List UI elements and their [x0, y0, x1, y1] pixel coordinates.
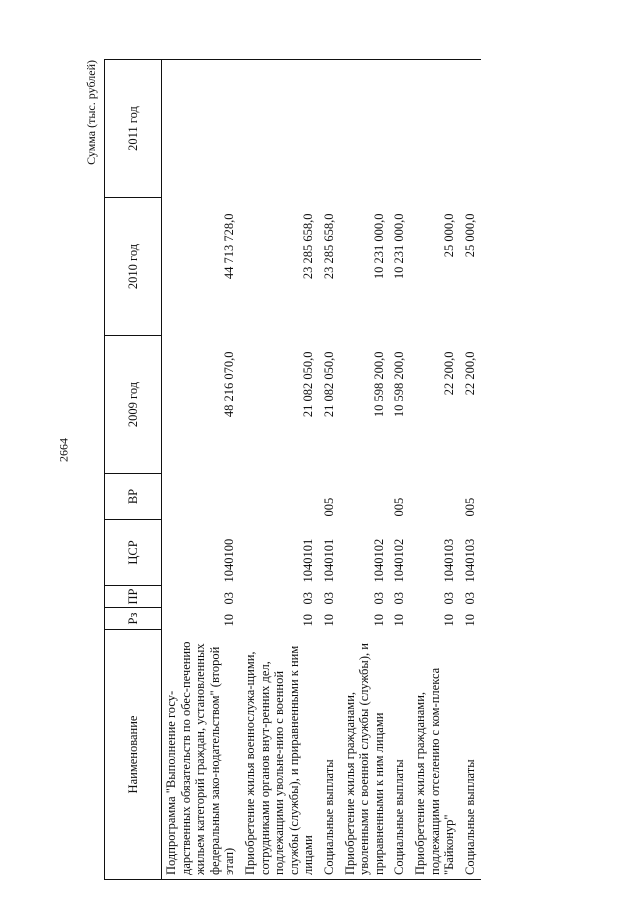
row-2011	[390, 60, 411, 198]
row-pr: 03	[371, 592, 386, 605]
table-row	[390, 60, 411, 880]
row-2011	[341, 60, 391, 198]
header-row	[105, 60, 162, 880]
units-label: Сумма (тыс. рублей)	[84, 60, 98, 165]
row-vr	[162, 474, 241, 520]
row-csr: 1040100	[222, 538, 237, 583]
header-pr: ПР	[105, 586, 162, 608]
row-2010: 23 285 658,0	[321, 213, 336, 280]
header-csr: ЦСР	[105, 520, 162, 586]
row-name: Подпрограмма "Выполнение госу-дарственных обязательств по обес-печению жильем категорий граждан, установленных федеральным зако-нодательством" (второй этап)	[162, 630, 241, 880]
row-name: Приобретение жилья гражданами, уволенными с военной службы (службы), и приравненными к ним лицами	[341, 630, 391, 880]
header-2009: 2009 год	[105, 336, 162, 474]
budget-table	[104, 59, 481, 880]
row-rz: 10	[371, 614, 386, 627]
row-2010: 23 285 658,0	[301, 213, 316, 280]
table-row	[341, 60, 391, 880]
table-row	[320, 60, 341, 880]
header-vr: ВР	[105, 474, 162, 520]
row-pr: 03	[222, 592, 237, 605]
row-2010: 10 231 000,0	[392, 213, 407, 280]
row-pr: 03	[301, 592, 316, 605]
row-2010: 25 000,0	[462, 213, 477, 258]
row-vr: 005	[321, 497, 336, 517]
header-2011: 2011 год	[105, 60, 162, 198]
row-2010: 44 713 728,0	[222, 213, 237, 280]
table-row	[461, 60, 482, 880]
rotated-page-content	[80, 60, 580, 880]
row-2010: 10 231 000,0	[371, 213, 386, 280]
row-2009: 21 082 050,0	[301, 351, 316, 418]
row-rz: 10	[301, 614, 316, 627]
row-vr: 005	[462, 497, 477, 517]
row-2011	[411, 60, 461, 198]
row-2009: 10 598 200,0	[392, 351, 407, 418]
row-2009: 22 200,0	[442, 351, 457, 396]
row-2010: 25 000,0	[442, 213, 457, 258]
row-name: Приобретение жилья гражданами, подлежащими отселению с ком-плекса "Байконур"	[411, 630, 461, 880]
row-2011	[461, 60, 482, 198]
row-csr: 1040101	[321, 538, 336, 583]
row-rz: 10	[392, 614, 407, 627]
row-pr: 03	[392, 592, 407, 605]
row-rz: 10	[222, 614, 237, 627]
row-rz: 10	[462, 614, 477, 627]
page-number: 2664	[56, 438, 71, 462]
row-csr: 1040101	[301, 538, 316, 583]
header-2010: 2010 год	[105, 198, 162, 336]
table-row	[162, 60, 241, 880]
row-rz: 10	[442, 614, 457, 627]
row-pr: 03	[442, 592, 457, 605]
row-csr: 1040102	[371, 538, 386, 583]
row-csr: 1040102	[392, 538, 407, 583]
row-2009: 10 598 200,0	[371, 351, 386, 418]
table-row	[411, 60, 461, 880]
row-name: Социальные выплаты	[320, 630, 341, 880]
row-2009: 21 082 050,0	[321, 351, 336, 418]
row-csr: 1040103	[442, 538, 457, 583]
row-vr	[411, 474, 461, 520]
row-2011	[162, 60, 241, 198]
row-pr: 03	[462, 592, 477, 605]
header-rz: Рз	[105, 608, 162, 630]
row-vr	[341, 474, 391, 520]
row-name: Приобретение жилья военнослужа-щими, сотрудниками органов внут-ренних дел, подлежащими увольне-нию с военной службы (службы), и приравненными к ним лицами	[241, 630, 320, 880]
row-2011	[320, 60, 341, 198]
row-vr: 005	[392, 497, 407, 517]
row-pr: 03	[321, 592, 336, 605]
row-name: Социальные выплаты	[461, 630, 482, 880]
row-2009: 22 200,0	[462, 351, 477, 396]
row-name: Социальные выплаты	[390, 630, 411, 880]
row-csr: 1040103	[462, 538, 477, 583]
row-vr	[241, 474, 320, 520]
row-2011	[241, 60, 320, 198]
table-row	[241, 60, 320, 880]
row-2009: 48 216 070,0	[222, 351, 237, 418]
header-name: Наименование	[105, 630, 162, 880]
row-rz: 10	[321, 614, 336, 627]
